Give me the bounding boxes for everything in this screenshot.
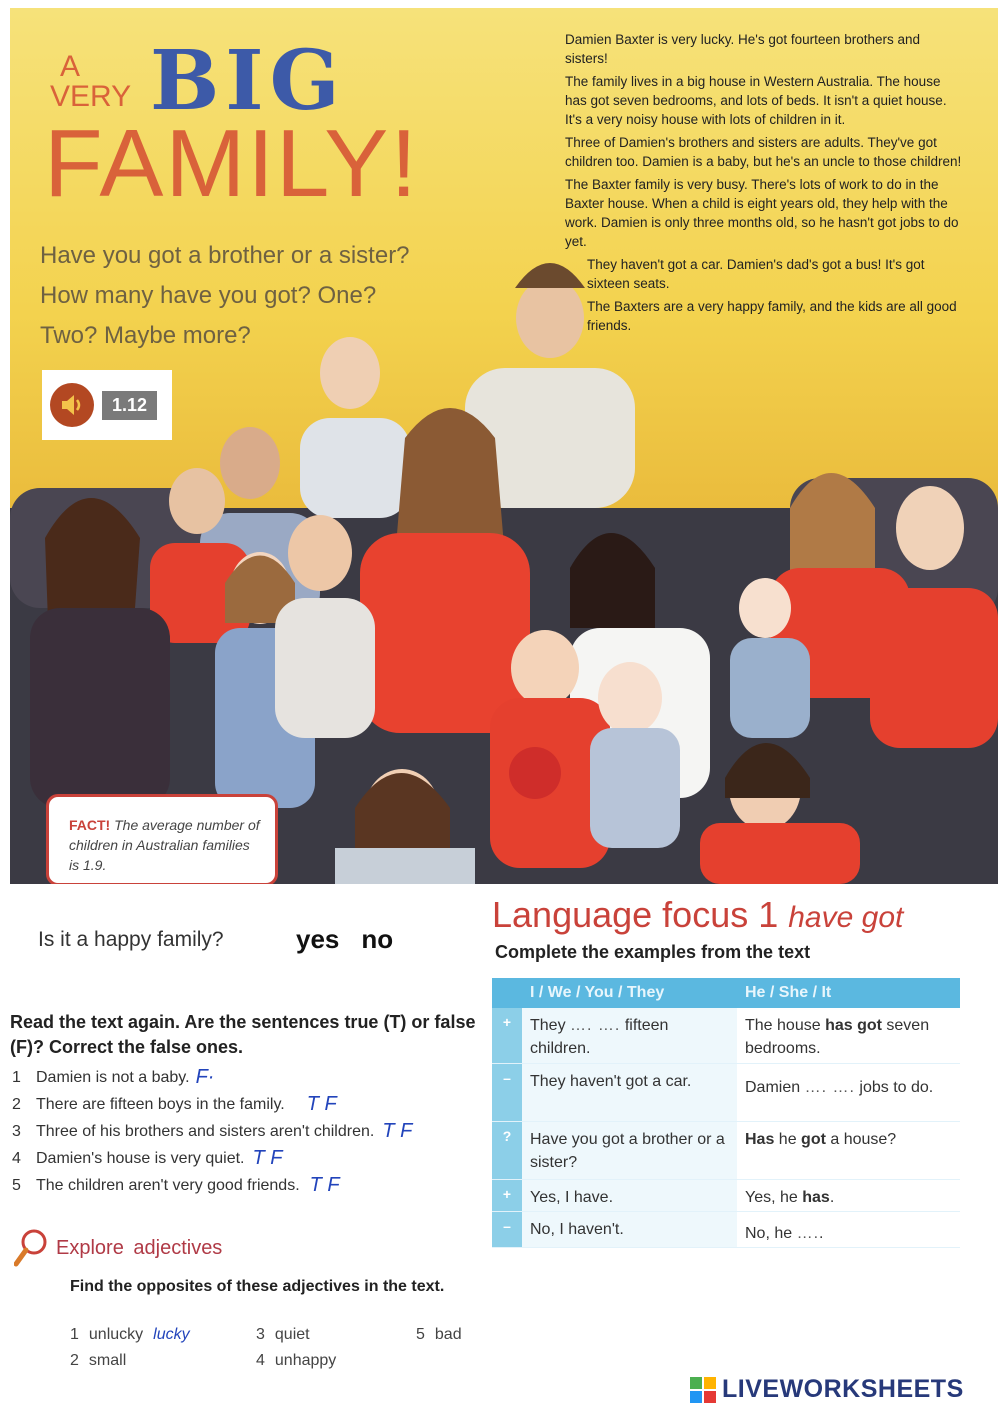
table-row [492, 1122, 960, 1180]
article-paragraph: They haven't got a car. Damien's dad's got a bus! It's got sixteen seats. [587, 257, 925, 291]
blank-field[interactable]: …. …. [570, 1017, 621, 1034]
answer-choice[interactable]: T F [309, 1174, 340, 1196]
answer-choice[interactable]: T F [382, 1120, 413, 1142]
liveworksheets-logo [690, 1375, 964, 1404]
table-cell: Damien …. …. jobs to do. [745, 1079, 934, 1096]
language-focus-title [492, 894, 903, 936]
language-focus-label: Language focus 1 [492, 894, 779, 935]
table-cell: Has he got a house? [745, 1131, 897, 1148]
adjective-word: bad [434, 1326, 462, 1343]
row-sign: – [492, 1064, 522, 1121]
find-opposites-heading: Find the opposites of these adjectives in the text. [70, 1278, 445, 1295]
option-yes[interactable]: yes [296, 924, 340, 954]
table-row [492, 1212, 960, 1248]
table-cell: Yes, I have. [522, 1180, 737, 1211]
intro-line: Have you got a brother or a sister? [40, 242, 410, 269]
article-paragraph: Damien Baxter is very lucky. He's got fourteen brothers and sisters! [565, 32, 920, 66]
title-very: VERY [50, 80, 132, 113]
title-big: BIG [150, 33, 346, 129]
table-cell: No, I haven't. [522, 1212, 737, 1247]
article-paragraph: The family lives in a big house in Western Australia. The house has got seven bedrooms, and lots of beds. It isn't a quiet house. It's a very noisy house with lots of children in it. [565, 74, 947, 127]
title-a: A [60, 50, 82, 83]
list-item [12, 1172, 492, 1199]
item-text: Damien's house is very quiet. [36, 1149, 245, 1167]
true-false-list [12, 1064, 492, 1199]
item-number: 3 [12, 1122, 21, 1140]
intro-line: How many have you got? One? [40, 282, 377, 309]
table-cell: The house has got seven bedrooms. [745, 1017, 930, 1057]
list-item [12, 1064, 492, 1091]
explore-label: Explore [56, 1236, 124, 1259]
item-number: 1 [70, 1326, 79, 1343]
blank-field[interactable]: …. [796, 1225, 820, 1242]
item-number: 2 [12, 1095, 21, 1113]
list-item [70, 1352, 136, 1370]
article-text [565, 30, 965, 339]
answer-field[interactable]: lucky [153, 1326, 190, 1343]
list-item [256, 1326, 320, 1344]
table-cell: They haven't got a car. [522, 1064, 737, 1121]
table-header [492, 978, 960, 1008]
row-sign: – [492, 1212, 522, 1247]
table-row [492, 1180, 960, 1212]
column-header: He / She / It [745, 984, 832, 1001]
article-paragraph: Three of Damien's brothers and sisters are adults. They've got children too. Damien is a baby, but he's an uncle to those children! [565, 135, 962, 169]
item-number: 1 [12, 1068, 21, 1086]
list-item [416, 1326, 472, 1344]
audio-player[interactable] [42, 370, 172, 440]
table-row [492, 1008, 960, 1064]
option-no[interactable]: no [361, 924, 394, 954]
audio-track-number: 1.12 [102, 391, 157, 420]
magnifier-icon [14, 1228, 48, 1268]
brand-name: LIVEWORKSHEETS [722, 1375, 964, 1403]
brand-icon [690, 1377, 716, 1403]
answer-choice[interactable]: T F [252, 1147, 283, 1169]
speaker-icon[interactable] [50, 383, 94, 427]
table-cell: They …. …. fifteen children. [522, 1008, 737, 1063]
list-item [12, 1118, 492, 1145]
fact-text: The average number of children in Australian families is 1.9. [69, 817, 260, 873]
hero-photo [10, 8, 998, 884]
item-text: There are fifteen boys in the family. [36, 1095, 285, 1113]
row-sign: + [492, 1180, 522, 1211]
fact-label: FACT! [69, 817, 111, 833]
adjective-word: unlucky [88, 1326, 144, 1343]
explore-heading [14, 1228, 222, 1268]
item-number: 4 [12, 1149, 21, 1167]
adjective-word: unhappy [274, 1352, 337, 1369]
list-item [256, 1352, 346, 1370]
item-text: Damien is not a baby. [36, 1068, 190, 1086]
item-text: The children aren't very good friends. [36, 1176, 300, 1194]
item-number: 2 [70, 1352, 79, 1369]
table-cell: No, he ….. [745, 1225, 824, 1242]
true-false-heading: Read the text again. Are the sentences true (T) or false (F)? Correct the false ones. [10, 1012, 476, 1057]
item-text: Three of his brothers and sisters aren't children. [36, 1122, 375, 1140]
item-number: 4 [256, 1352, 265, 1369]
article-paragraph: The Baxter family is very busy. There's lots of work to do in the Baxter house. When a child is eight years old, they help with the work. Damien is only three months old, so he hasn't got jobs to do yet. [565, 177, 959, 249]
title-family: FAMILY! [44, 110, 419, 217]
language-focus-topic: have got [788, 901, 904, 934]
intro-line: Two? Maybe more? [40, 322, 251, 349]
adjective-word: quiet [274, 1326, 310, 1343]
language-focus-instruction: Complete the examples from the text [495, 942, 811, 962]
list-item [12, 1145, 492, 1172]
grammar-table [492, 978, 960, 1248]
row-sign: + [492, 1008, 522, 1063]
item-number: 5 [12, 1176, 21, 1194]
table-row [492, 1064, 960, 1122]
fact-box [46, 794, 278, 884]
explore-topic: adjectives [133, 1236, 223, 1259]
item-number: 5 [416, 1326, 425, 1343]
adjective-word: small [88, 1352, 127, 1369]
table-cell: Yes, he has. [745, 1189, 835, 1206]
answer-choice[interactable]: F· [195, 1066, 215, 1088]
list-item [12, 1091, 492, 1118]
answer-choice[interactable]: T F [306, 1093, 337, 1115]
intro-questions [40, 236, 480, 356]
blank-field[interactable]: …. …. [804, 1079, 855, 1096]
table-cell: Have you got a brother or a sister? [522, 1122, 737, 1179]
item-number: 3 [256, 1326, 265, 1343]
article-paragraph: The Baxters are a very happy family, and the kids are all good friends. [587, 299, 957, 333]
row-sign: ? [492, 1122, 522, 1179]
happy-question: Is it a happy family? [38, 928, 224, 951]
list-item [70, 1326, 190, 1344]
yes-no-options [296, 924, 393, 955]
column-header: I / We / You / They [530, 984, 665, 1001]
